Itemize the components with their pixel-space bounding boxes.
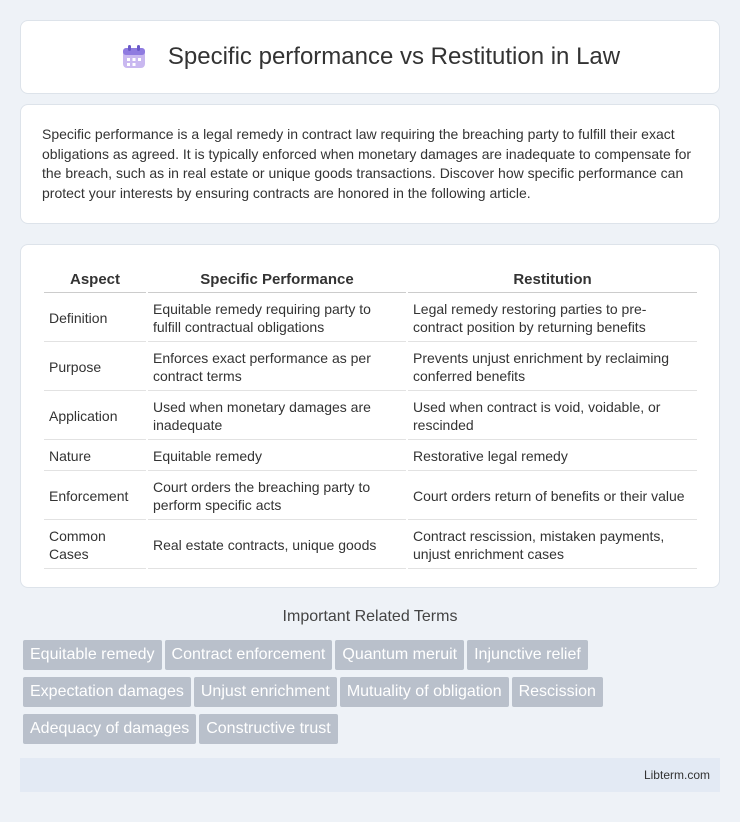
- specific-performance-cell: Used when monetary damages are inadequate: [148, 393, 406, 440]
- table-row: [44, 393, 697, 440]
- restitution-cell: Prevents unjust enrichment by reclaiming conferred benefits: [408, 344, 697, 391]
- table-row: [44, 442, 697, 471]
- related-term-tag[interactable]: Equitable remedy: [23, 640, 162, 670]
- specific-performance-cell: Enforces exact performance as per contract terms: [148, 344, 406, 391]
- related-term-tag[interactable]: Quantum meruit: [335, 640, 464, 670]
- restitution-cell: Legal remedy restoring parties to pre-contract position by returning benefits: [408, 295, 697, 342]
- intro-card: [20, 104, 720, 224]
- restitution-cell: Restorative legal remedy: [408, 442, 697, 471]
- specific-performance-cell: Equitable remedy: [148, 442, 406, 471]
- header-aspect: Aspect: [44, 267, 146, 293]
- related-term-tag[interactable]: Adequacy of damages: [23, 714, 196, 744]
- table-row: [44, 344, 697, 391]
- specific-performance-cell: Equitable remedy requiring party to fulfill contractual obligations: [148, 295, 406, 342]
- restitution-cell: Used when contract is void, voidable, or rescinded: [408, 393, 697, 440]
- related-term-tag[interactable]: Mutuality of obligation: [340, 677, 509, 707]
- related-terms-list: [23, 640, 723, 751]
- aspect-cell: Definition: [44, 295, 146, 342]
- related-term-tag[interactable]: Unjust enrichment: [194, 677, 337, 707]
- aspect-cell: Common Cases: [44, 522, 146, 569]
- table-row: [44, 295, 697, 342]
- restitution-cell: Court orders return of benefits or their value: [408, 473, 697, 520]
- related-term-tag[interactable]: Expectation damages: [23, 677, 191, 707]
- related-term-tag[interactable]: Rescission: [512, 677, 603, 707]
- related-term-tag[interactable]: Injunctive relief: [467, 640, 588, 670]
- header-specific-performance: Specific Performance: [148, 267, 406, 293]
- aspect-cell: Application: [44, 393, 146, 440]
- aspect-cell: Nature: [44, 442, 146, 471]
- related-term-tag[interactable]: Contract enforcement: [165, 640, 333, 670]
- intro-text: Specific performance is a legal remedy in contract law requiring the breaching party to fulfill their exact obligations as agreed. It is typically enforced when monetary damages are inadequate to compensate for the breach, such as in real estate or unique goods transactions. Discover how specific performance can protect your interests by ensuring contracts are honored in the following article.: [42, 126, 692, 201]
- related-terms-title: Important Related Terms: [282, 608, 458, 625]
- specific-performance-cell: Real estate contracts, unique goods: [148, 522, 406, 569]
- comparison-table: [42, 265, 699, 571]
- table-row: [44, 473, 697, 520]
- footer-brand-link[interactable]: Libterm.com: [643, 768, 710, 782]
- related-term-tag[interactable]: Constructive trust: [199, 714, 337, 744]
- footer: [20, 758, 720, 792]
- aspect-cell: Enforcement: [44, 473, 146, 520]
- restitution-cell: Contract rescission, mistaken payments, unjust enrichment cases: [408, 522, 697, 569]
- page-title: Specific performance vs Restitution in Law: [167, 43, 621, 70]
- specific-performance-cell: Court orders the breaching party to perform specific acts: [148, 473, 406, 520]
- table-row: [44, 522, 697, 569]
- aspect-cell: Purpose: [44, 344, 146, 391]
- calendar-icon: [120, 43, 148, 71]
- header-restitution: Restitution: [408, 267, 697, 293]
- title-card: [20, 20, 720, 94]
- table-header-row: [44, 267, 697, 293]
- comparison-card: [20, 244, 720, 588]
